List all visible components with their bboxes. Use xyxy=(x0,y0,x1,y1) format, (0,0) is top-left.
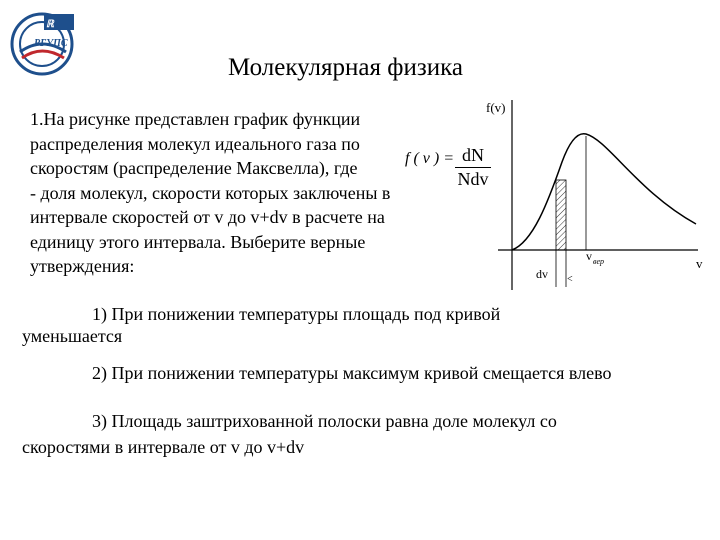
intro-line: единицу этого интервала. Выберите верные xyxy=(30,231,366,252)
statement-3-line1: 3) Площадь заштрихованной полоски равна доле молекул со xyxy=(92,411,557,431)
y-axis-label: f(v) xyxy=(486,100,506,115)
intro-text xyxy=(30,107,450,279)
hatched-strip xyxy=(556,180,566,250)
statement-2: 2) При понижении температуры максимум кривой смещается влево xyxy=(92,363,612,383)
dv-arrows: < xyxy=(567,274,573,285)
intro-line: интервале скоростей от v до v+dv в расчете на xyxy=(30,207,385,227)
statement-1-line1: 1) При понижении температуры площадь под кривой xyxy=(92,304,501,324)
university-logo xyxy=(4,6,90,76)
maxwell-curve xyxy=(512,134,696,250)
formula-denominator: Ndv xyxy=(457,169,489,189)
formula-lhs: f ( v ) = xyxy=(405,150,454,167)
statement-3-line2: скоростями в интервале от v до v+dv xyxy=(22,437,305,457)
x-axis-label: v xyxy=(696,256,703,271)
intro-line: утверждения: xyxy=(30,256,135,276)
maxwell-graph xyxy=(478,92,714,292)
v-prob-subscript: вер xyxy=(593,257,605,266)
intro-line: - доля молекул, скорости которых заключены в xyxy=(30,182,391,203)
slide-title: Молекулярная физика xyxy=(228,54,463,81)
svg-text:РГУПС: РГУПС xyxy=(34,38,68,49)
v-prob-label: v xyxy=(586,249,592,263)
dv-label: dv xyxy=(536,267,548,281)
intro-line: распределения молекул идеального газа по xyxy=(30,133,360,154)
intro-line: 1.На рисунке представлен график функции xyxy=(30,109,361,129)
svg-text:ℝ: ℝ xyxy=(46,19,54,30)
intro-line: скоростям (распределение Максвелла), где xyxy=(30,158,358,178)
statement-1-line2: уменьшается xyxy=(22,326,123,346)
formula-numerator: dN xyxy=(462,145,484,165)
